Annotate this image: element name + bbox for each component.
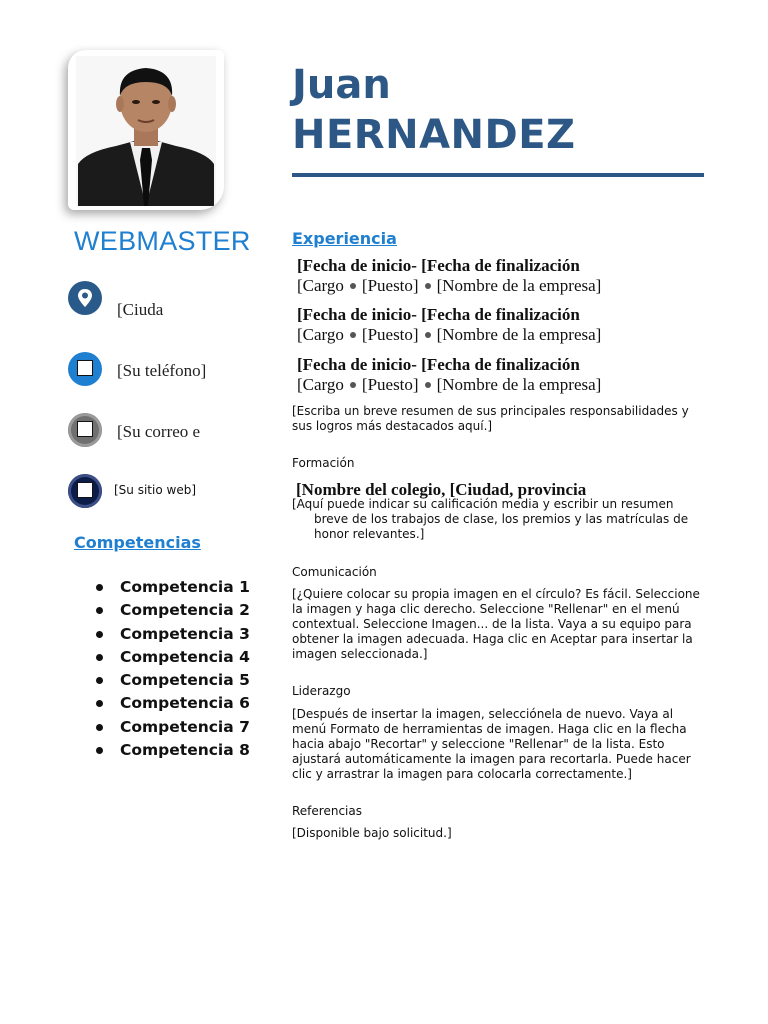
website-icon xyxy=(68,474,102,508)
city-text: [Ciuda xyxy=(117,300,164,319)
website-text: [Su sitio web] xyxy=(114,483,196,497)
portrait-image xyxy=(76,56,216,206)
job-company: [Nombre de la empresa] xyxy=(436,375,602,394)
list-item: Competencia 7 xyxy=(96,717,250,740)
list-item: Competencia 8 xyxy=(96,740,250,763)
job-details xyxy=(297,276,601,296)
job-position: [Cargo xyxy=(297,375,344,394)
education-details: [Aquí puede indicar su calificación media y escribir un resumen breve de los trabajos de clase, los premios y las matrículas de honor relevantes.] xyxy=(292,497,689,541)
last-name: HERNANDEZ xyxy=(292,112,576,158)
list-item: Competencia 2 xyxy=(96,600,250,623)
email-icon xyxy=(68,413,102,447)
job-dates: [Fecha de inicio- [Fecha de finalización xyxy=(297,355,580,374)
job-position: [Cargo xyxy=(297,325,344,344)
first-name: Juan xyxy=(292,62,391,108)
list-item: Competencia 3 xyxy=(96,624,250,647)
leadership-text: [Después de insertar la imagen, selecciónela de nuevo. Vaya al menú Formato de herramientas de imagen. Haga clic en la flecha hacia abajo "Recortar" y seleccione "Rellenar" de la lista. Esto ajustará automáticamente la imagen para recortarla. Puede hacer clic y arrastrar la imagen para colocarla correctamente.] xyxy=(292,707,691,781)
list-item: Competencia 6 xyxy=(96,693,250,716)
school-name: [Nombre del colegio, [Ciudad, provincia xyxy=(296,480,587,499)
job-position: [Cargo xyxy=(297,276,344,295)
references-text: [Disponible bajo solicitud.] xyxy=(292,826,452,840)
job-title: WEBMASTER xyxy=(74,226,251,256)
job-details xyxy=(297,325,601,345)
list-item: Competencia 4 xyxy=(96,647,250,670)
communication-text: [¿Quiere colocar su propia imagen en el círculo? Es fácil. Seleccione la imagen y haga clic derecho. Seleccione "Rellenar" en el menú contextual. Seleccione Imagen... de la lista. Vaya a su equipo para obtener la imagen adecuada. Haga clic en Aceptar para insertar la imagen seleccionada.] xyxy=(292,587,700,661)
location-pin-icon xyxy=(68,281,102,315)
list-item: Competencia 5 xyxy=(96,670,250,693)
job-company: [Nombre de la empresa] xyxy=(436,325,602,344)
job-post: [Puesto] xyxy=(361,276,419,295)
list-item: Competencia 1 xyxy=(96,577,250,600)
phone-text: [Su teléfono] xyxy=(117,361,207,380)
references-heading: Referencias xyxy=(292,804,362,818)
communication-heading: Comunicación xyxy=(292,565,377,579)
experience-heading[interactable]: Experiencia xyxy=(292,229,397,248)
job-details xyxy=(297,375,601,395)
job-dates: [Fecha de inicio- [Fecha de finalización xyxy=(297,256,580,275)
phone-icon xyxy=(68,352,102,386)
skills-heading[interactable]: Competencias xyxy=(74,533,201,552)
education-heading: Formación xyxy=(292,456,355,470)
name-divider xyxy=(292,173,704,177)
email-text: [Su correo e xyxy=(117,422,201,441)
job-company: [Nombre de la empresa] xyxy=(436,276,602,295)
profile-photo xyxy=(68,50,224,210)
job-post: [Puesto] xyxy=(361,325,419,344)
job-dates: [Fecha de inicio- [Fecha de finalización xyxy=(297,305,580,324)
leadership-heading: Liderazgo xyxy=(292,684,351,698)
skills-list xyxy=(96,577,250,763)
experience-summary: [Escriba un breve resumen de sus principales responsabilidades y sus logros más destacados aquí.] xyxy=(292,404,689,433)
job-post: [Puesto] xyxy=(361,375,419,394)
